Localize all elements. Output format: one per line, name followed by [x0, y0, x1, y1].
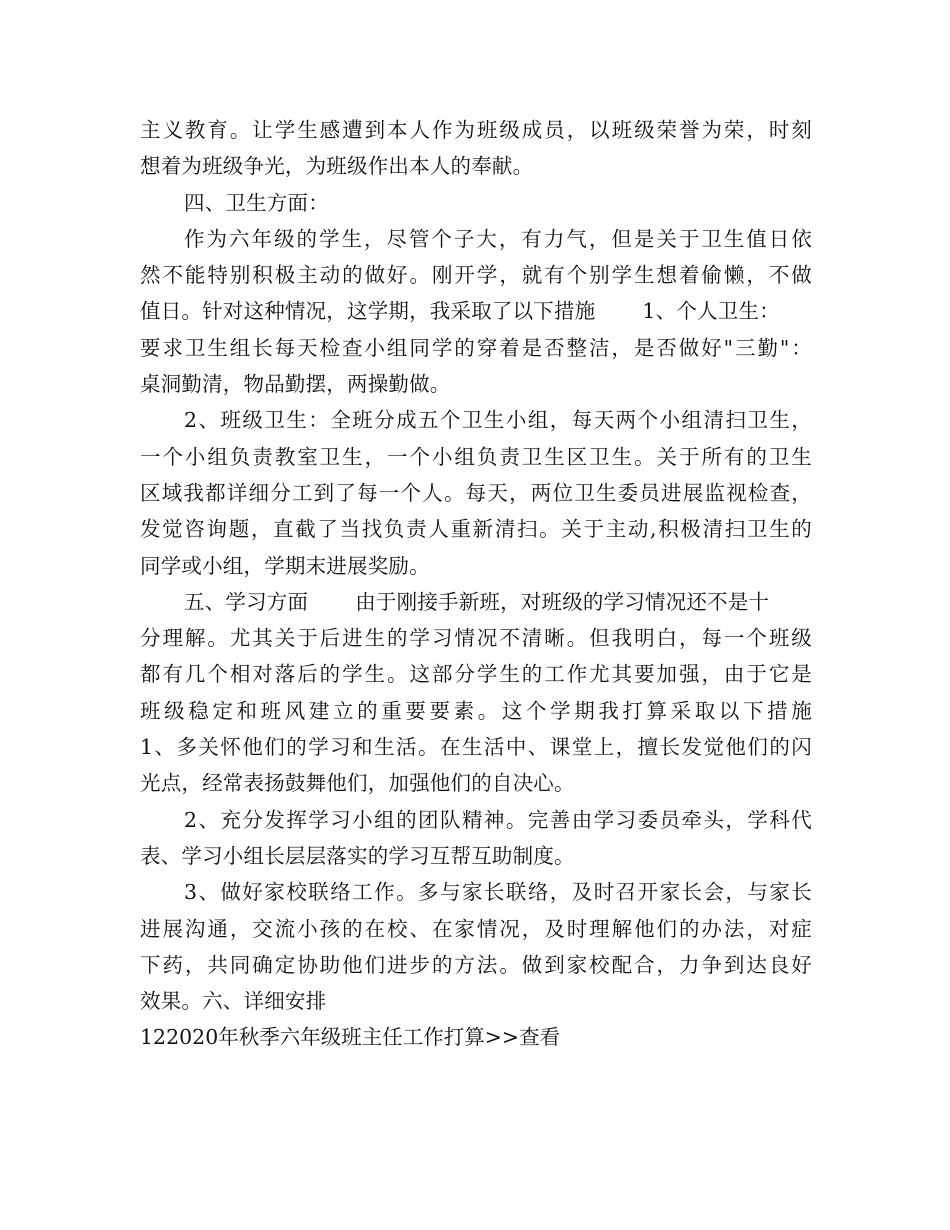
- text-line: 想着为班级争光，为班级作出本人的奉献。: [140, 154, 534, 179]
- text-line: 效果。六、详细安排: [140, 989, 327, 1014]
- text-line: 然不能特别积极主动的做好。刚开学，就有个别学生想着偷懒，不做: [140, 263, 812, 288]
- text-line: 作为六年级的学生，尽管个子大，有力气，但是关于卫生值日依: [184, 226, 812, 251]
- section-heading: 五、学习方面 由于刚接手新班，对班级的学习情况还不是十: [184, 589, 770, 614]
- text-line: 主义教育。让学生感遭到本人作为班级成员，以班级荣誉为荣，时刻: [140, 118, 812, 142]
- text-line: 2、充分发挥学习小组的团队精神。完善由学习委员牵头，学科代: [184, 807, 812, 832]
- text-line: 值日。针对这种情况，这学期，我采取了以下措施 1、个人卫生：: [140, 299, 780, 324]
- text-line: 下药，共同确定协助他们进步的方法。做到家校配合，力争到达良好: [140, 952, 812, 977]
- section-heading: 四、卫生方面：: [184, 190, 329, 215]
- view-more-link[interactable]: 122020年秋季六年级班主任工作打算>>查看: [140, 1025, 561, 1050]
- text-line: 班级稳定和班风建立的重要要素。这个学期我打算采取以下措施: [140, 698, 812, 723]
- text-line: 光点，经常表扬鼓舞他们，加强他们的自决心。: [140, 771, 575, 796]
- text-line: 分理解。尤其关于后进生的学习情况不清晰。但我明白，每一个班级: [140, 626, 812, 651]
- text-line: 3、做好家校联络工作。多与家长联络，及时召开家长会，与家长: [184, 880, 812, 905]
- text-line: 要求卫生组长每天检查小组同学的穿着是否整洁，是否做好"三勤"：: [140, 335, 812, 360]
- text-line: 同学或小组，学期末进展奖励。: [140, 553, 430, 578]
- text-line: 表、学习小组长层层落实的学习互帮互助制度。: [140, 843, 575, 868]
- text-line: 区域我都详细分工到了每一个人。每天，两位卫生委员进展监视检查，: [140, 480, 812, 505]
- text-line: 桌洞勤清，物品勤摆，两操勤做。: [140, 372, 451, 397]
- text-line: 1、多关怀他们的学习和生活。在生活中、课堂上，擅长发觉他们的闪: [140, 735, 812, 760]
- text-line: 一个小组负责教室卫生，一个小组负责卫生区卫生。关于所有的卫生: [140, 444, 812, 469]
- text-line: 进展沟通，交流小孩的在校、在家情况，及时理解他们的办法，对症: [140, 916, 812, 941]
- text-line: 都有几个相对落后的学生。这部分学生的工作尤其要加强，由于它是: [140, 662, 812, 687]
- text-line: 发觉咨询题，直截了当找负责人重新清扫。关于主动,积极清扫卫生的: [140, 517, 812, 542]
- document-body: [140, 112, 812, 1056]
- text-line: 2、班级卫生：全班分成五个卫生小组，每天两个小组清扫卫生，: [184, 408, 812, 433]
